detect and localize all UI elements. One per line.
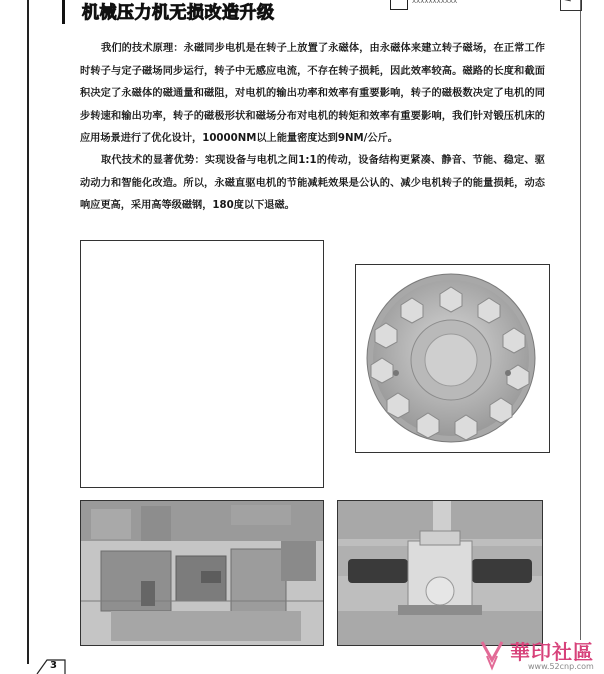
left-margin-rule [27, 0, 29, 664]
rotor-photo [355, 264, 550, 453]
factory-press-photo [80, 500, 324, 646]
watermark-url: www.52cnp.com [528, 662, 594, 671]
header-bracket-icon [390, 0, 408, 10]
header-small-text: XXXXXXXXXXX [412, 0, 458, 5]
header-corner-box [560, 0, 582, 11]
body-paragraph-advantages: 取代技术的显著优势：实现设备与电机之间1:1的传动，设备结构更紧凑、静音、节能、稳定、驱动动力和智能化改造。所以，永磁直驱电机的节能减耗效果是公认的、减少电机转子的能量损耗，动态响应更高，采用高等级磁钢，180度以下退磁。 [80, 155, 545, 211]
page-number: 3 [50, 660, 57, 671]
right-margin-rule [580, 0, 581, 640]
factory-illustration [81, 501, 323, 645]
motor-installation-photo [337, 500, 543, 646]
empty-image-frame [80, 240, 324, 488]
header-accent-bar [62, 0, 65, 24]
page-title: 机械压力机无损改造升级 [82, 3, 275, 23]
body-paragraph-principle: 我们的技术原理：永磁同步电机是在转子上放置了永磁体，由永磁体来建立转子磁场，在正常工作时转子与定子磁场同步运行，转子中无感应电流，不存在转子损耗，因此效率较高。磁路的长度和截面积决定了永磁体的磁通量和磁阻，对电机的输出功率和效率有重要影响，转子的磁极数决定了电机的同步转速和输出功率，转子的磁极形状和磁场分布对电机的转矩和效率有重要影响，我们针对锻压机床的应用场景进行了优化设计，10000NM以上能量密度达到9NM/公斤。 [80, 43, 545, 144]
rotor-illustration [356, 265, 549, 452]
watermark-brand: 華印社區 [510, 640, 594, 664]
motor-illustration [338, 501, 542, 645]
